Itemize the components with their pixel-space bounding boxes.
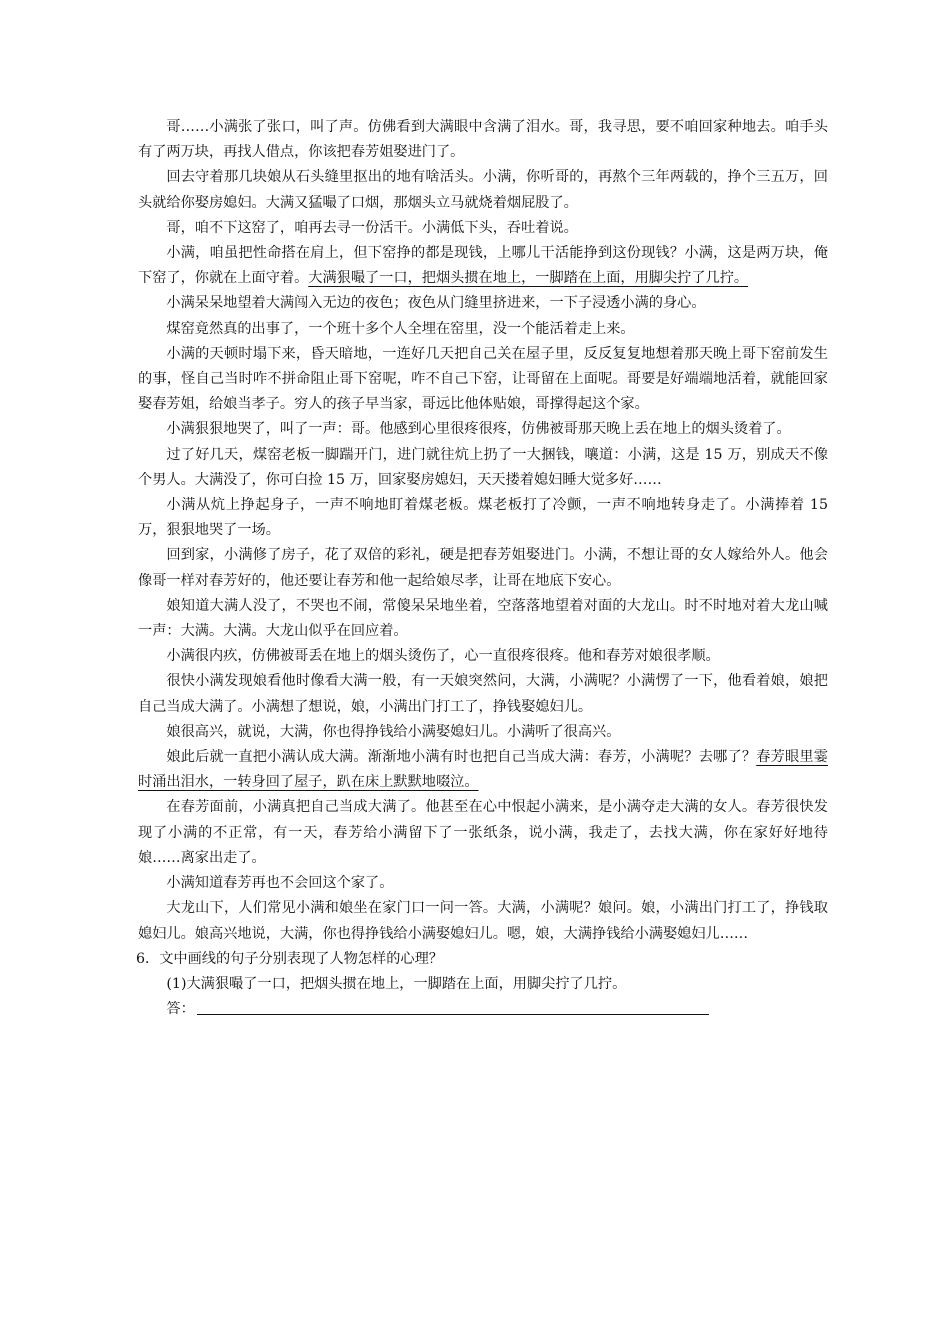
paragraph [138,493,828,543]
paragraph [138,896,828,946]
paragraph [138,745,828,795]
paragraph-text: 娘此后就一直把小满认成大满。渐渐地小满有时也把自己当成大满：春芳，小满呢？去哪了？ [166,749,757,766]
paragraph-text: 过了好几天，煤窑老板一脚踹开门，进门就往炕上扔了一大捆钱，嚷道：小满，这是 15 万，别成天不像个男人。大满没了，你可白捡 15 万，回家娶房媳妇，天天搂着媳妇睡大觉多好…… [138,446,828,488]
paragraph-text: 哥，咱不下这窑了，咱再去寻一份活干。小满低下头，吞吐着说。 [166,219,578,236]
answer-blank-line[interactable] [197,998,709,1015]
paragraph [138,594,828,644]
document-page [138,115,828,1022]
question-6: 6．文中画线的句子分别表现了人物怎样的心理？ [136,950,443,967]
paragraph-text: 小满呆呆地望着大满闯入无边的夜色；夜色从门缝里挤进来，一下子浸透小满的身心。 [166,295,706,312]
paragraph-text: 回到家，小满修了房子，花了双倍的彩礼，硬是把春芳姐娶进门。小满，不想让哥的女人嫁给外人。他会像哥一样对春芳好的，他还要让春芳和他一起给娘尽孝，让哥在地底下安心。 [138,547,828,589]
paragraph-text: 煤窑竟然真的出事了，一个班十多个人全埋在窑里，没一个能活着走上来。 [166,320,635,337]
paragraph-text: 小满的天顿时塌下来，昏天暗地，一连好几天把自己关在屋子里，反反复复地想着那天晚上哥下窑前发生的事，怪自己当时咋不拼命阻止哥下窑呢，咋不自己下窑，让哥留在上面呢。哥要是好端端地活着，就能回家娶春芳姐，给娘当孝子。穷人的孩子早当家，哥远比他体贴娘，哥撑得起这个家。 [138,345,828,413]
answer-row [138,997,828,1022]
paragraph [138,669,828,719]
paragraph [138,165,828,215]
underlined-sentence: 大满狠嘬了一口，把烟头掼在地上，一脚踏在上面，用脚尖拧了几拧。 [308,270,749,287]
paragraph-text: 娘知道大满人没了，不哭也不闹，常傻呆呆地坐着，空落落地望着对面的大龙山。时不时地对着大龙山喊一声：大满。大满。大龙山似乎在回应着。 [138,597,828,640]
paragraph-text: 大龙山下，人们常见小满和娘坐在家门口一问一答。大满，小满呢？娘问。娘，小满出门打工了，挣钱取媳妇儿。娘高兴地说，大满，你也得挣钱给小满娶媳妇儿。嗯，娘，大满挣钱给小满娶媳妇儿…… [138,900,828,942]
paragraph-text: 在春芳面前，小满真把自己当成大满了。他甚至在心中恨起小满来，是小满夺走大满的女人。春芳很快发现了小满的不正常，有一天，春芳给小满留下了一张纸条，说小满，我走了，去找大满，你在家好好地待娘……离家出走了。 [138,799,828,866]
paragraph-text: 很快小满发现娘看他时像看大满一般，有一天娘突然问，大满，小满呢？小满愣了一下，他看着娘，娘把自己当成大满了。小满想了想说，娘，小满出门打工了，挣钱娶媳妇儿。 [138,673,828,715]
paragraph [138,342,828,418]
answer-label: 答： [166,1001,195,1018]
paragraph [138,317,828,342]
paragraph [138,443,828,493]
paragraph [138,795,828,871]
paragraph [138,291,828,316]
paragraph [138,417,828,442]
paragraph [138,241,828,291]
paragraph-text: 小满从炕上挣起身子，一声不响地盯着煤老板。煤老板打了冷颤，一声不响地转身走了。小满捧着 15 万，狠狠地哭了一场。 [138,497,828,539]
paragraph-text: 回去守着那几块娘从石头缝里抠出的地有啥活头。小满，你听哥的，再熬个三年两载的，挣个三五万，回头就给你娶房媳妇。大满又猛嘬了口烟，那烟头立马就烧着烟屁股了。 [138,169,828,211]
story-passage [138,115,828,947]
paragraph-text: 小满狠狠地哭了，叫了一声：哥。他感到心里很疼很疼，仿佛被哥那天晚上丢在地上的烟头烫着了。 [166,421,791,438]
paragraph [138,871,828,896]
question-6-item-1: (1)大满狠嘬了一口，把烟头掼在地上，一脚踏在上面，用脚尖拧了几拧。 [166,975,627,992]
paragraph-text: 娘很高兴，就说，大满，你也得挣钱给小满娶媳妇儿。小满听了很高兴。 [166,723,621,740]
paragraph-text: 小满很内疚，仿佛被哥丢在地上的烟头烫伤了，心一直很疼很疼。他和春芳对娘很孝顺。 [166,648,720,665]
paragraph-text: 小满知道春芳再也不会回这个家了。 [166,875,394,892]
paragraph-text: 小满，咱虽把性命搭在肩上，但下窑挣的都是现钱，上哪儿干活能挣到这份现钱？小满，这是两万块，俺下窑了，你就在上面守着。 [138,245,828,287]
paragraph [138,543,828,593]
paragraph [138,216,828,241]
paragraph [138,720,828,745]
underlined-sentence: 春芳眼里霎时涌出泪水，一转身回了屋子，趴在床上默默地啜泣。 [138,749,828,791]
paragraph [138,115,828,165]
paragraph [138,644,828,669]
paragraph-text: 哥……小满张了张口，叫了声。仿佛看到大满眼中含满了泪水。哥，我寻思，要不咱回家种地去。咱手头有了两万块，再找人借点，你该把春芳姐娶进门了。 [138,119,828,161]
